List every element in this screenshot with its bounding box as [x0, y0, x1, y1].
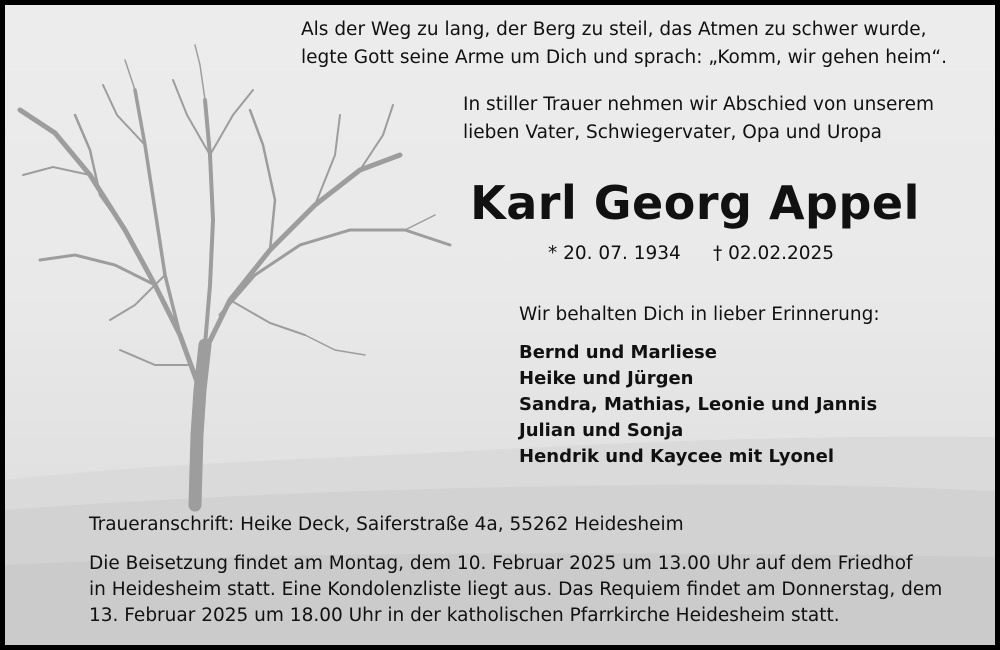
funeral-info-line-1: Die Beisetzung findet am Montag, dem 10. Februar 2025 um 13.00 Uhr auf dem Friedhof [89, 553, 913, 574]
remembrance-text: Wir behalten Dich in lieber Erinnerung: [519, 304, 880, 325]
mourner-entry: Julian und Sonja [519, 420, 684, 441]
mourning-address: Traueranschrift: Heike Deck, Saiferstraße 4a, 55262 Heidesheim [89, 514, 684, 535]
deceased-name: Karl Georg Appel [470, 176, 920, 230]
quote-line-2: legte Gott seine Arme um Dich und sprach: „Komm, wir gehen heim“. [301, 47, 947, 68]
quote-line-1: Als der Weg zu lang, der Berg zu steil, das Atmen zu schwer wurde, [301, 19, 927, 40]
mourner-entry: Sandra, Mathias, Leonie und Jannis [519, 394, 878, 415]
birth-date: * 20. 07. 1934 [548, 243, 681, 264]
mourner-entry: Hendrik und Kaycee mit Lyonel [519, 446, 834, 467]
intro-line-1: In stiller Trauer nehmen wir Abschied von unserem [463, 94, 934, 115]
intro-line-2: lieben Vater, Schwiegervater, Opa und Uropa [463, 122, 882, 143]
death-date: † 02.02.2025 [713, 243, 835, 264]
funeral-info-line-2: in Heidesheim statt. Eine Kondolenzliste liegt aus. Das Requiem findet am Donnerstag, dem [89, 579, 943, 600]
mourner-entry: Heike und Jürgen [519, 368, 694, 389]
obituary-notice [5, 5, 995, 645]
funeral-info-line-3: 13. Februar 2025 um 18.00 Uhr in der katholischen Pfarrkirche Heidesheim statt. [89, 605, 840, 626]
mourner-entry: Bernd und Marliese [519, 342, 717, 363]
